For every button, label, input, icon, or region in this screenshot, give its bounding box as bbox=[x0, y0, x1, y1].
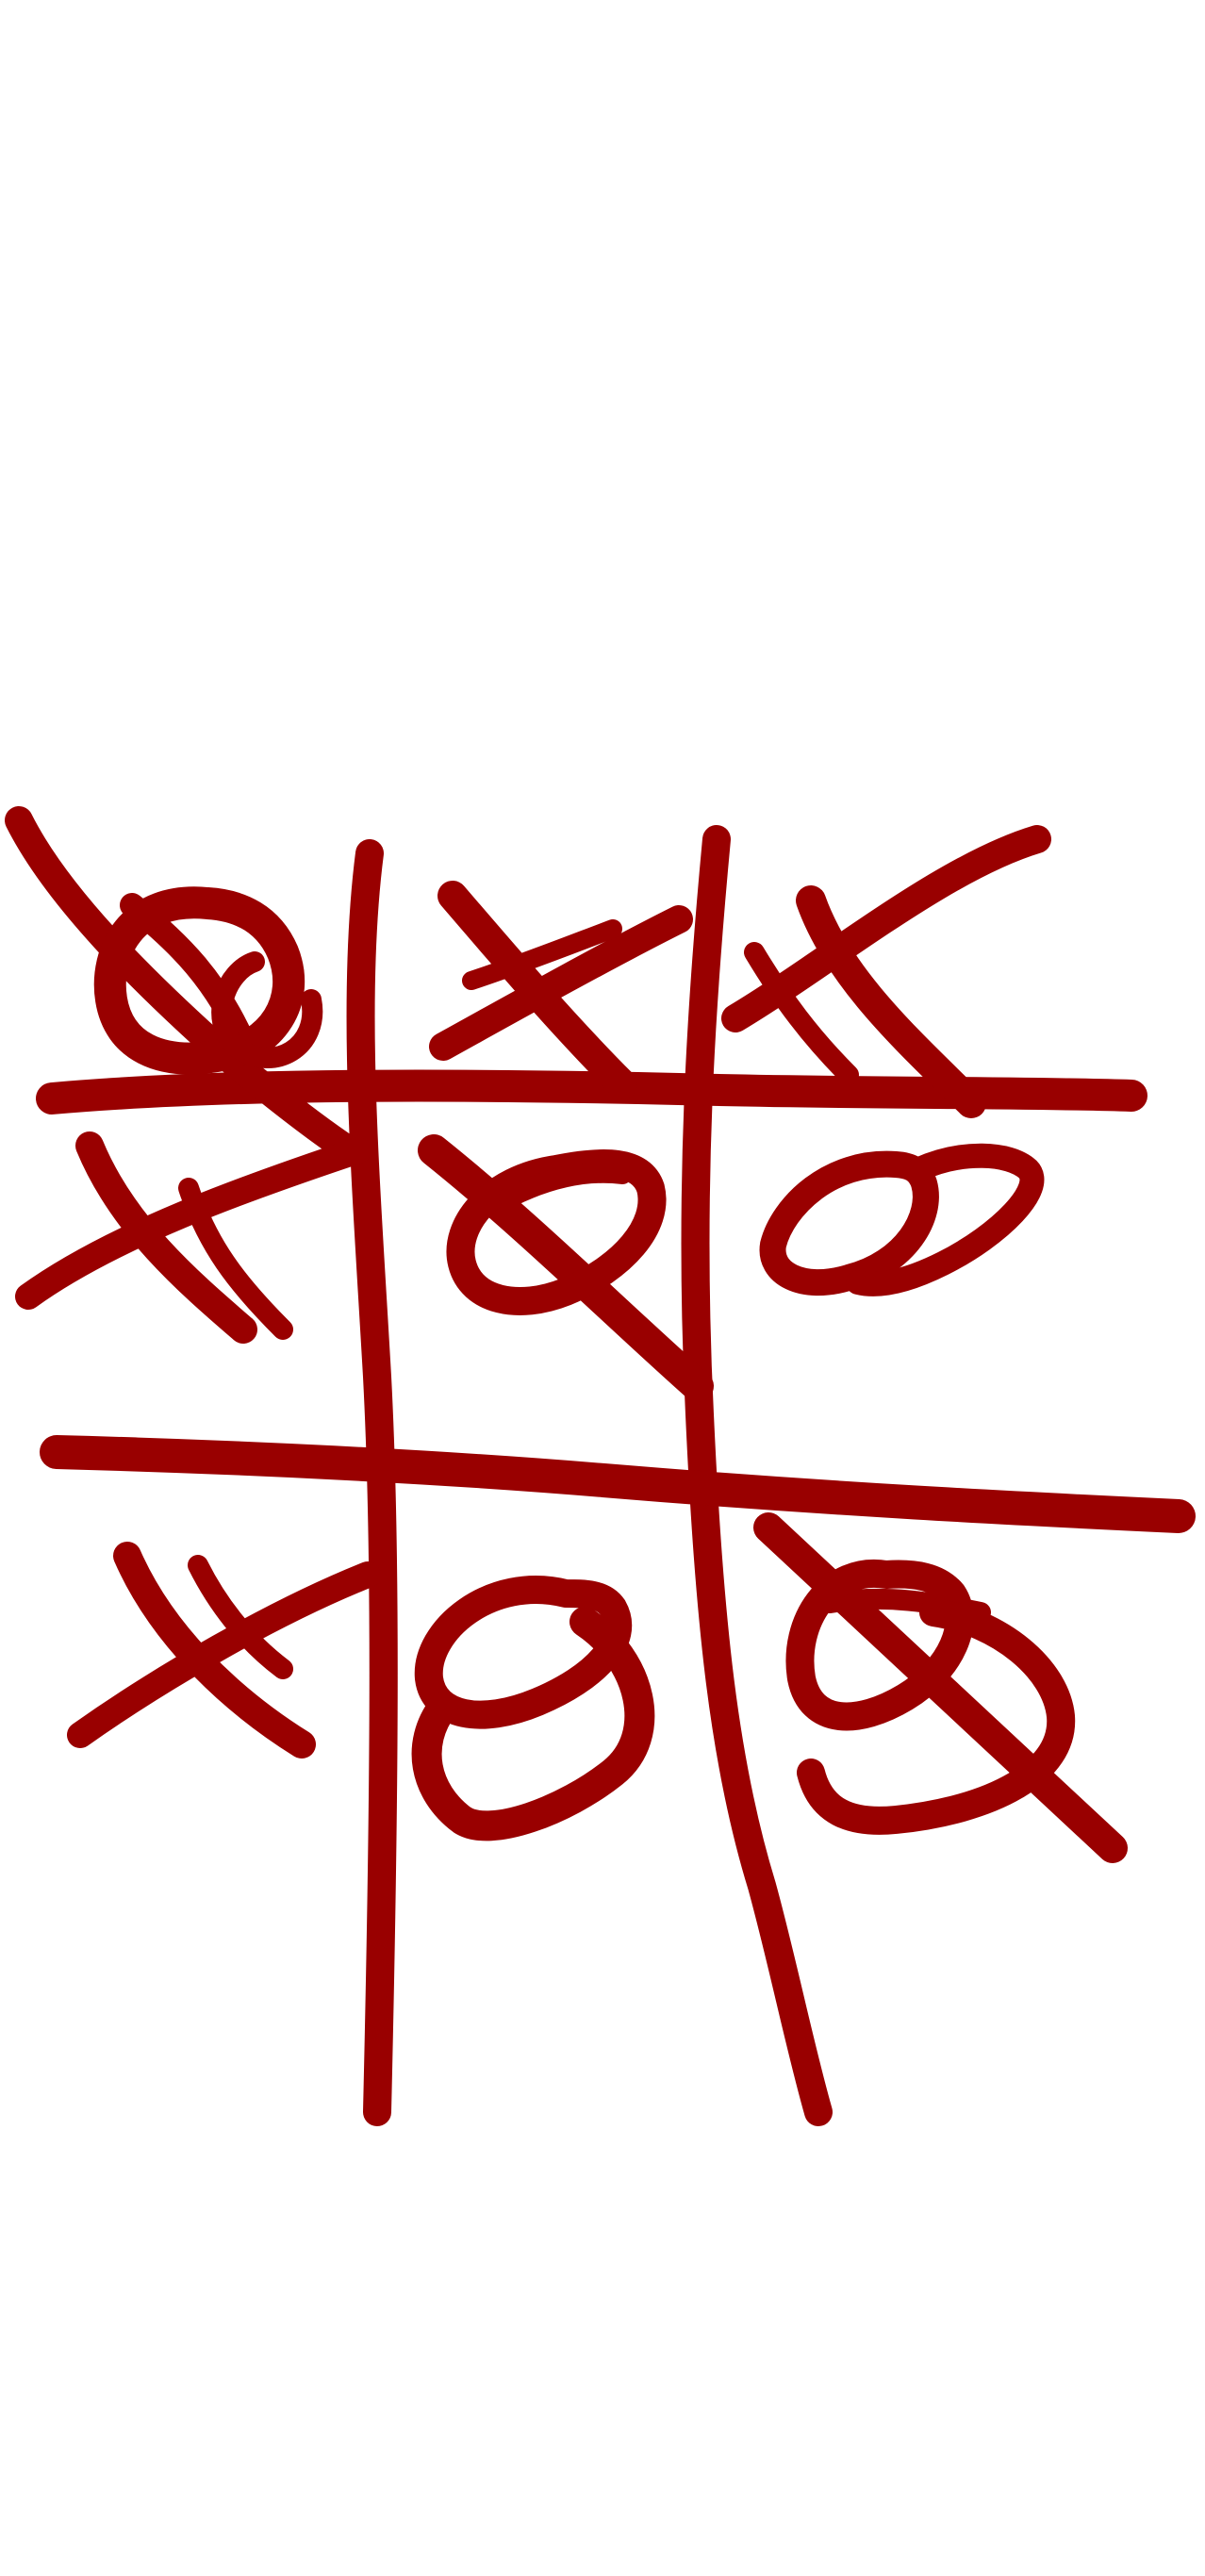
x-mark bbox=[28, 1146, 358, 1329]
cell-bottom-left bbox=[80, 1556, 368, 1744]
cell-middle-right bbox=[773, 1156, 1032, 1284]
x-mark bbox=[735, 839, 1037, 1103]
o-mark bbox=[427, 1590, 640, 1825]
cell-top-right bbox=[735, 839, 1037, 1103]
o-mark bbox=[773, 1156, 1032, 1284]
o-mark bbox=[460, 1164, 652, 1301]
cell-bottom-center bbox=[427, 1590, 640, 1825]
cell-top-center bbox=[443, 896, 679, 1084]
cell-middle-left bbox=[28, 1146, 358, 1329]
x-mark bbox=[80, 1556, 368, 1744]
x-mark bbox=[443, 896, 679, 1084]
grid-line-horizontal-bottom bbox=[57, 1452, 1179, 1516]
cell-bottom-right bbox=[768, 1527, 1113, 1848]
cell-middle-center bbox=[434, 1150, 698, 1386]
grid-line-vertical-left bbox=[361, 853, 384, 2112]
